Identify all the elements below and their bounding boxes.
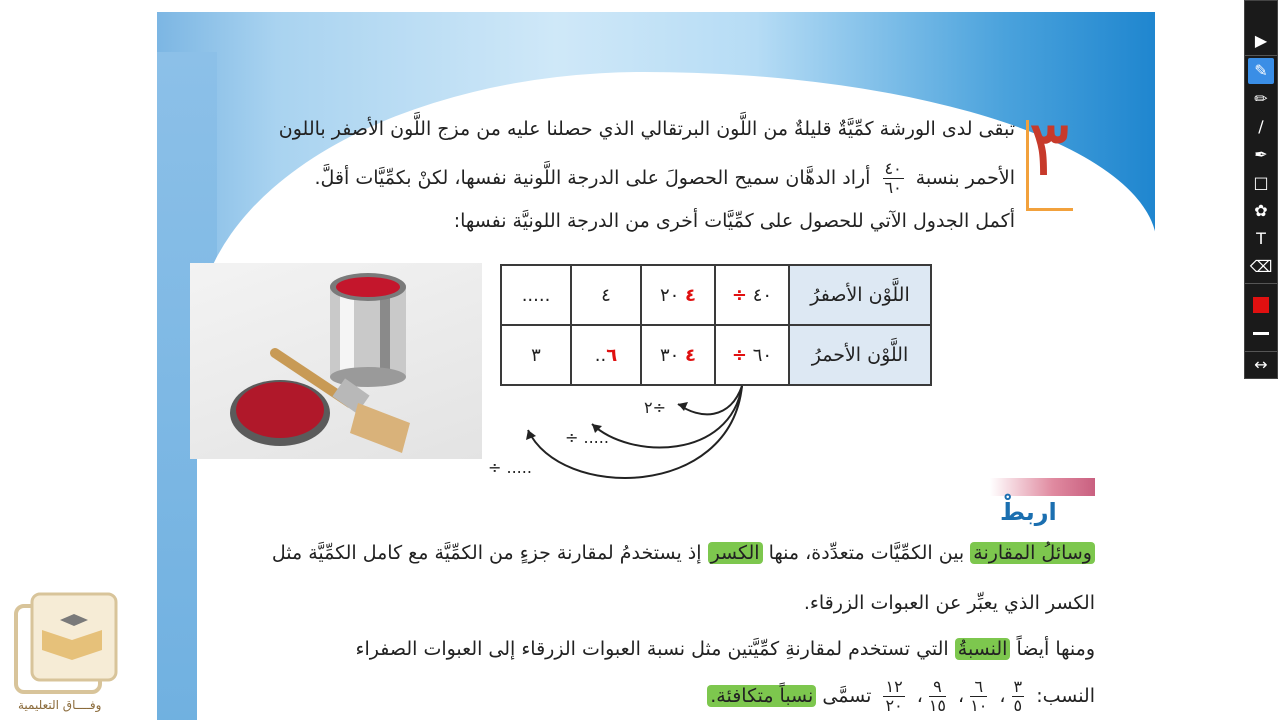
- connect-line-4: النسب: $\frac{٣}{٥}$ ، $\frac{٦}{١٠}$ ، $\frac{٩}{١٥}$ ، $\frac{١٢}{٢٠}$ تسمَّى نسباً متكافئة.: [707, 678, 1095, 715]
- handwritten-mark: ٤: [685, 284, 697, 306]
- marker-icon[interactable]: ✏: [1254, 89, 1268, 108]
- ratio-fraction: [883, 160, 904, 197]
- connect-text: إذ يستخدمُ لمقارنة جزءٍ من الكمِّيَّة مع كامل الكمِّيَّة مثل: [271, 542, 702, 564]
- denominator: ١٠: [970, 696, 988, 715]
- pen-icon[interactable]: ✎: [1248, 58, 1274, 84]
- table-cell: [715, 265, 789, 325]
- toolbar-separator: [1245, 55, 1277, 56]
- connect-heading-band: [990, 478, 1095, 496]
- toolbar-separator: [1245, 283, 1277, 284]
- cursor-icon[interactable]: ▶: [1254, 31, 1268, 50]
- table-cell: [641, 325, 715, 385]
- stamp-icon[interactable]: ✿: [1254, 201, 1268, 220]
- paint-can-photo: [190, 263, 482, 459]
- table-cell: [715, 325, 789, 385]
- annotation-toolbar: [1244, 0, 1278, 379]
- logo-text: وفــــاق التعليمية: [18, 698, 102, 712]
- cell-value: ٢٠: [659, 284, 680, 306]
- fraction-6-10: [970, 678, 987, 715]
- problem-text-ratio-rest: أراد الدهَّان سميح الحصولَ على الدرجة اللَّونية نفسها، لكنْ بكمِّيَّات أقلَّ.: [314, 167, 871, 189]
- numerator: ٩: [929, 678, 946, 697]
- highlight-fraction: الكسر: [708, 542, 763, 564]
- handwritten-mark: ÷: [731, 284, 747, 306]
- ratio-numerator: ٤٠: [884, 159, 902, 178]
- cell-value: ٦٠: [752, 344, 773, 366]
- cell-value: ..: [594, 344, 607, 366]
- problem-instruction: أكمل الجدول الآتي للحصول على كمِّيَّات أخرى من الدرجة اللونيَّة نفسها:: [453, 210, 1015, 232]
- connect-text: ومنها أيضاً: [1016, 638, 1095, 660]
- highlight-comparison: وسائلُ المقارنة: [970, 542, 1095, 564]
- problem-text-line-1: تبقى لدى الورشة كمِّيَّةٌ قليلةٌ من اللَّون البرتقالي الذي حصلنا عليه من مزج اللَّون الأصفر باللون: [278, 118, 1015, 140]
- fraction-3-5: [1012, 678, 1025, 715]
- ratio-table: [500, 264, 932, 386]
- ratio-denominator: ٦٠: [884, 178, 902, 197]
- connect-line-1: [272, 542, 1095, 564]
- connect-text: النسب:: [1036, 685, 1095, 707]
- wefaq-logo: [12, 590, 122, 710]
- highlight-equivalent: نسباً متكافئة.: [707, 685, 816, 707]
- connect-text: تسمَّى: [822, 685, 872, 707]
- fraction-9-15: [929, 678, 946, 715]
- handwritten-mark: ٤: [685, 344, 697, 366]
- connect-heading: اربطْ: [1000, 498, 1057, 526]
- text-icon[interactable]: T: [1256, 229, 1266, 248]
- connect-line-3: [356, 638, 1095, 660]
- rectangle-icon[interactable]: □: [1253, 173, 1269, 192]
- line-icon[interactable]: ∕: [1258, 117, 1264, 136]
- numerator: ١٢: [885, 677, 903, 696]
- arrow-label-2: ..... ÷: [565, 428, 609, 447]
- handwritten-answer: ٦: [606, 344, 618, 366]
- highlighter-icon[interactable]: ✒: [1254, 145, 1268, 164]
- color-swatch[interactable]: [1248, 292, 1274, 318]
- table-cell: ٣: [501, 325, 571, 385]
- numerator: ٦: [970, 678, 987, 697]
- problem-number: ٣: [1028, 104, 1070, 194]
- table-row: [501, 265, 931, 325]
- row-label-yellow: اللَّوْن الأصفرُ: [789, 265, 931, 325]
- connect-text: بين الكمِّيَّات متعدِّدة، منها: [768, 542, 965, 564]
- row-label-red: اللَّوْن الأحمرُ: [789, 325, 931, 385]
- handwritten-mark: ÷: [731, 344, 747, 366]
- arrow-label-3: ..... ÷: [488, 458, 532, 477]
- highlight-ratio: النسبةُ: [955, 638, 1011, 660]
- thickness-icon[interactable]: [1248, 320, 1274, 346]
- connect-line-2: الكسر الذي يعبِّر عن العبوات الزرقاء.: [803, 592, 1095, 614]
- table-cell: ٤: [571, 265, 641, 325]
- table-row: [501, 325, 931, 385]
- problem-text-line-2: [314, 160, 1015, 197]
- table-cell: [571, 325, 641, 385]
- arrow-label-1: ÷٢: [644, 398, 666, 417]
- cell-value: ٣٠: [659, 344, 680, 366]
- denominator: ٢٠: [885, 696, 903, 715]
- cell-value: ٤٠: [752, 284, 773, 306]
- table-cell: [641, 265, 715, 325]
- denominator: ١٥: [928, 696, 947, 715]
- table-cell-blank: .....: [501, 265, 571, 325]
- denominator: ٥: [1013, 696, 1023, 715]
- connect-text: التي تستخدم لمقارنةِ كمِّيَّتين مثل نسبة العبوات الزرقاء إلى العبوات الصفراء: [355, 638, 949, 660]
- line-thickness-icon: [1253, 332, 1269, 335]
- eraser-icon[interactable]: ⌫: [1249, 257, 1273, 276]
- red-color-icon: [1253, 297, 1269, 313]
- fraction-12-20: [883, 678, 904, 715]
- expand-icon[interactable]: ↔: [1254, 355, 1268, 374]
- numerator: ٣: [1013, 677, 1023, 696]
- paint-can-illustration: [190, 263, 482, 459]
- problem-text-ratio-intro: الأحمر بنسبة: [915, 167, 1015, 189]
